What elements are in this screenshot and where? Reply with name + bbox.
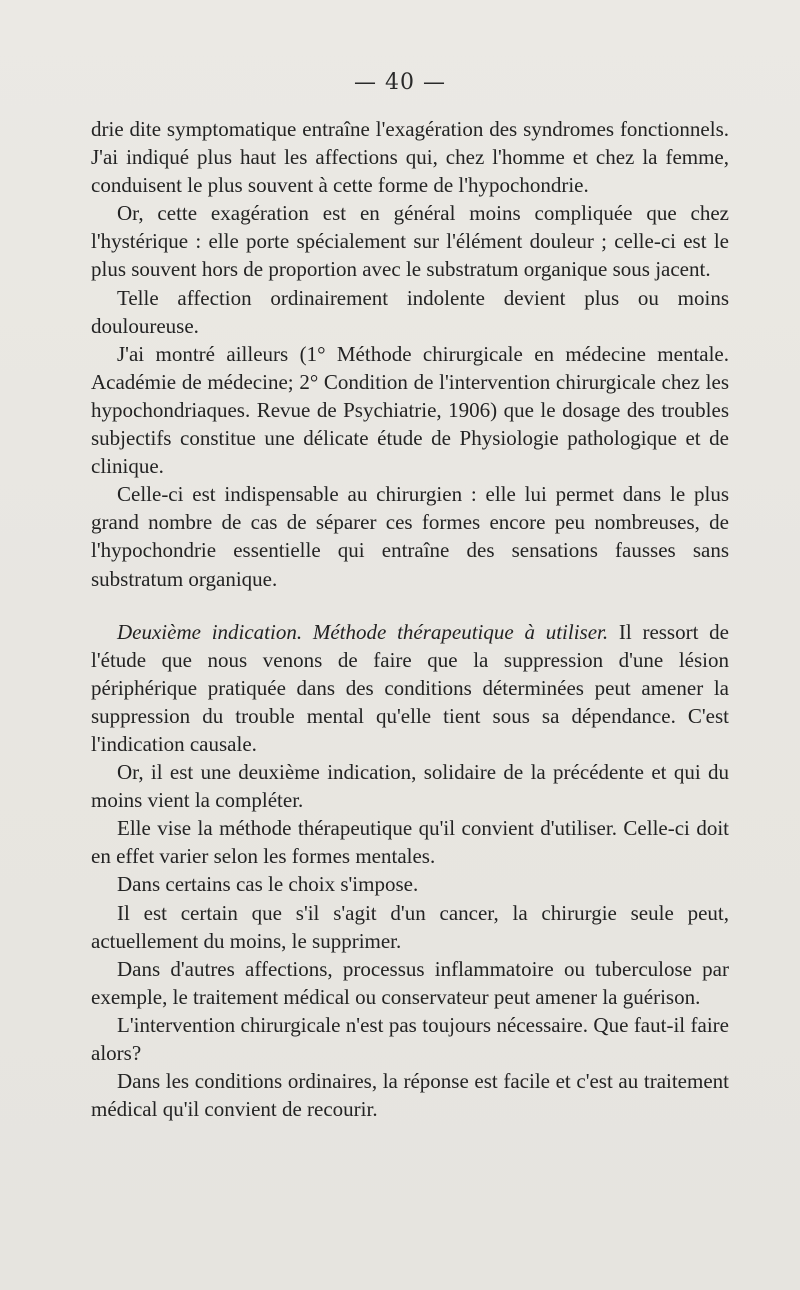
paragraph-5: Celle-ci est indispensable au chirurgien : elle lui permet dans le plus grand nombre de cas de séparer ces formes encore peu nombreuses, de l'hypochondrie essentielle qui entraîne des sensations fausses sans substratum organique. xyxy=(91,482,729,591)
paragraph-3: Telle affection ordinairement indolente devient plus ou moins douloureuse. xyxy=(91,285,729,338)
section-heading: Deuxième indication. Méthode thérapeutique à utiliser. xyxy=(117,619,609,644)
body-text xyxy=(91,115,729,1123)
section-paragraph xyxy=(91,618,729,758)
paragraph-12: L'intervention chirurgicale n'est pas toujours nécessaire. Que faut-il faire alors? xyxy=(91,1012,729,1065)
section-text: Il ressort de l'étude que nous venons de faire que la suppression d'une lésion périphérique pratiquée dans des conditions déterminées peut amener la suppression du trouble mental qu'elle tient sous sa dépendance. C'est l'indication causale. xyxy=(91,619,729,756)
paragraph-9: Dans certains cas le choix s'impose. xyxy=(117,872,419,897)
paragraph-13: Dans les conditions ordinaires, la réponse est facile et c'est au traitement médical qu'il convient de recourir. xyxy=(91,1069,729,1122)
paragraph-10: Il est certain que s'il s'agit d'un cancer, la chirurgie seule peut, actuellement du moins, le supprimer. xyxy=(91,900,729,953)
page-number: — 40 — xyxy=(354,70,446,95)
paragraph-4: J'ai montré ailleurs (1° Méthode chirurgicale en médecine mentale. Académie de médecine; 2° Condition de l'intervention chirurgicale chez les hypochondriaques. Revue de Psychiatrie, 1906) que le dosage des troubles subjectifs constitue une délicate étude de Physiologie pathologique et de clinique. xyxy=(91,341,729,479)
paragraph-2: Or, cette exagération est en général moins compliquée que chez l'hystérique : elle porte spécialement sur l'élément douleur ; celle-ci est le plus souvent hors de proportion avec le substratum organique sous jacent. xyxy=(91,201,729,282)
paragraph-7: Or, il est une deuxième indication, solidaire de la précédente et qui du moins vient la compléter. xyxy=(91,760,729,813)
paragraph-11: Dans d'autres affections, processus inflammatoire ou tuberculose par exemple, le traitement médical ou conservateur peut amener la guérison. xyxy=(91,956,729,1009)
paragraph-8: Elle vise la méthode thérapeutique qu'il convient d'utiliser. Celle-ci doit en effet varier selon les formes mentales. xyxy=(91,816,729,869)
paragraph-1: drie dite symptomatique entraîne l'exagération des syndromes fonctionnels. J'ai indiqué plus haut les affections qui, chez l'homme et chez la femme, conduisent le plus souvent à cette forme de l'hypochondrie. xyxy=(91,117,729,198)
